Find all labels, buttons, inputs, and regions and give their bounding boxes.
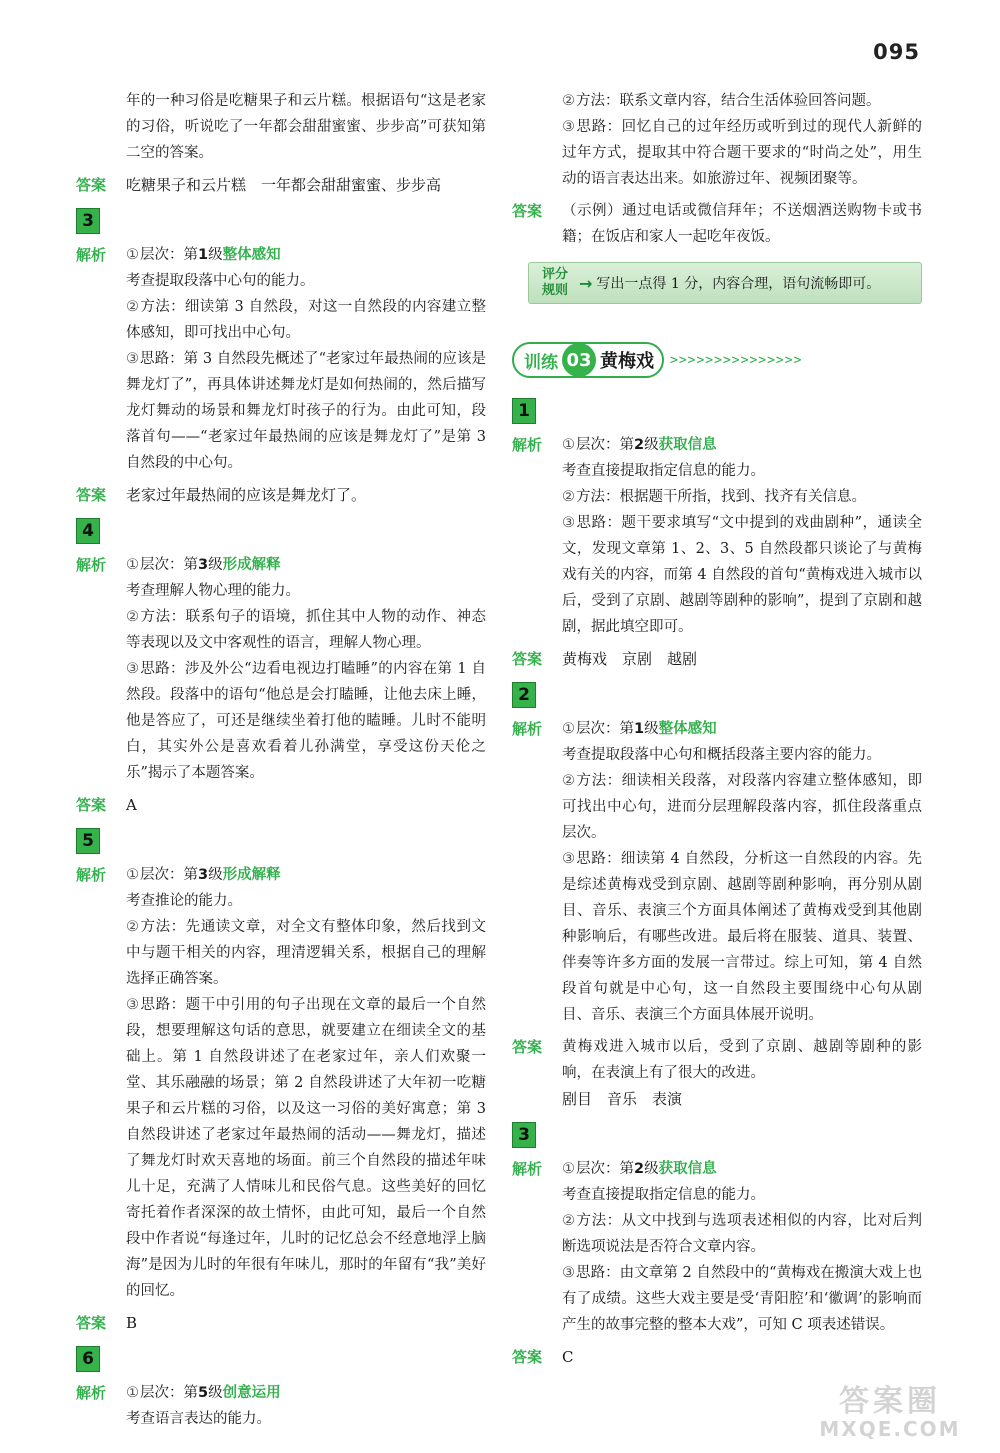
page-number: 095 [873, 40, 920, 64]
answer-tag: 答案 [76, 796, 107, 814]
ability-line: 考查推论的能力。 [126, 893, 242, 909]
analysis-tag: 解析 [76, 866, 107, 884]
answer-text: 黄梅戏进入城市以后，受到了京剧、越剧等剧种的影响，在表演上有了很大的改进。 [562, 1039, 922, 1081]
answer-tag: 答案 [512, 202, 543, 220]
idea-line: ③思路：第 3 自然段先概述了“老家过年最热闹的应该是舞龙灯了”，再具体讲述舞龙灯是如何热闹的，然后描写龙灯舞动的场景和舞龙灯时孩子的行为。由此可知，段落首句——“老家过年最热闹的应该是舞龙灯了”是第 3 自然段的中心句。 [126, 351, 486, 471]
question-number-3: 3 [76, 208, 100, 234]
method-line: ②方法：从文中找到与选项表述相似的内容，比对后判断选项说法是否符合文章内容。 [562, 1213, 923, 1255]
idea-line: ③思路：回忆自己的过年经历或听到过的现代人新鲜的过年方式，提取其中符合题干要求的“时尚之处”，用生动的语言表达出来。如旅游过年、视频团聚等。 [562, 119, 923, 187]
ability-line: 考查直接提取指定信息的能力。 [562, 1187, 765, 1203]
question-number-4: 4 [76, 518, 100, 544]
analysis-row-t1 [512, 432, 922, 640]
analysis-row-t3 [512, 1156, 922, 1338]
training-number: 03 [562, 343, 596, 377]
answer-row-q6 [512, 198, 922, 250]
answer-tag: 答案 [76, 486, 107, 504]
analysis-tag: 解析 [512, 1160, 543, 1178]
answer-text: 黄梅戏 京剧 越剧 [562, 650, 698, 668]
answer-text: 吃糖果子和云片糕 一年都会甜甜蜜蜜、步步高 [126, 176, 442, 194]
method-line: ②方法：细读第 3 自然段，对这一自然段的内容建立整体感知，即可找出中心句。 [126, 299, 486, 341]
analysis-row-q3 [76, 242, 486, 476]
analysis-tag: 解析 [76, 1384, 107, 1402]
answer-text: C [562, 1348, 574, 1366]
question-number-6: 6 [76, 1346, 100, 1372]
level-line: ①层次：第2级获取信息 [562, 1161, 717, 1177]
level-line: ①层次：第5级创意运用 [126, 1385, 281, 1401]
ability-line: 考查理解人物心理的能力。 [126, 583, 300, 599]
answer-tag: 答案 [76, 176, 107, 194]
method-line: ②方法：细读相关段落，对段落内容建立整体感知，即可找出中心句，进而分层理解段落内容，抓住段落重点层次。 [562, 773, 923, 841]
answer-row-q5 [76, 1310, 486, 1336]
analysis-tag: 解析 [76, 556, 107, 574]
analysis-tag: 解析 [512, 436, 543, 454]
intro-continuation [76, 88, 486, 166]
training-badge [512, 342, 664, 378]
answer-text: A [126, 796, 137, 814]
method-line: ②方法：根据题干所指，找到、找齐有关信息。 [562, 489, 866, 505]
analysis-row-q4 [76, 552, 486, 786]
intro-text: 年的一种习俗是吃糖果子和云片糕。根据语句“这是老家的习俗，听说吃了一年都会甜甜蜜蜜、步步高”可获知第二空的答案。 [126, 93, 486, 161]
idea-line: ③思路：题干中引用的句子出现在文章的最后一个自然段，想要理解这句话的意思，就要建立在细读全文的基础上。第 1 自然段讲述了在老家过年，亲人们欢聚一堂、其乐融融的场景；第 2 自然段讲述了大年初一吃糖果子和云片糕的习俗，以及这一习俗的美好寓意；第 3 自然段讲述了老家过年最热闹的活动——舞龙灯，描述了舞龙灯时欢天喜地的场面。前三个自然段的描述年味儿十足，充满了人情味儿和民俗气息。这些美好的回忆寄托着作者深深的故土情怀，由此可知，最后一个自然段中作者说“每逢过年，儿时的记忆总会不经意地浮上脑海”是因为儿时的年很有年味儿，那时的年留有“我”美好的回忆。 [126, 997, 487, 1299]
analysis-tag: 解析 [512, 720, 543, 738]
answer-row-t3 [512, 1344, 922, 1370]
analysis-tag: 解析 [76, 246, 107, 264]
ability-line: 考查提取段落中心句的能力。 [126, 273, 315, 289]
level-line: ①层次：第1级整体感知 [126, 247, 281, 263]
training-section-header [512, 338, 922, 382]
answer-tag: 答案 [512, 1348, 543, 1366]
answer-text: （示例）通过电话或微信拜年；不送烟酒送购物卡或书籍；在饭店和家人一起吃年夜饭。 [562, 203, 922, 245]
site-watermark: 答案圈 MXQE.COM [819, 1384, 961, 1441]
ability-line: 考查语言表达的能力。 [126, 1411, 271, 1427]
answer-row-q3 [76, 482, 486, 508]
answer-row-t2 [512, 1034, 922, 1112]
left-column [76, 88, 486, 1438]
question-number-5: 5 [76, 828, 100, 854]
answer-text: B [126, 1314, 138, 1332]
arrow-right-icon: → [579, 273, 593, 293]
intro-answer-row [76, 172, 486, 198]
level-name: 整体感知 [222, 247, 281, 263]
answer-tag: 答案 [512, 1038, 543, 1056]
scoring-rule-box [528, 262, 922, 304]
question-number-1: 1 [512, 398, 536, 424]
answer-tag: 答案 [512, 650, 543, 668]
training-label: 训练 [524, 352, 558, 373]
idea-line: ③思路：由文章第 2 自然段中的“黄梅戏在搬演大戏上也有了成绩。这些大戏主要是受‘青阳腔’和‘徽调’的影响而产生的故事完整的整本大戏”，可知 C 项表述错误。 [562, 1265, 922, 1333]
ability-line: 考查提取段落中心句和概括段落主要内容的能力。 [562, 747, 881, 763]
level-prefix: 层次：第 [140, 247, 198, 263]
analysis-row-q5 [76, 862, 486, 1304]
level-line: ①层次：第1级整体感知 [562, 721, 717, 737]
question-number-2: 2 [512, 682, 536, 708]
scoring-rule-text: 写出一点得 1 分，内容合理，语句流畅即可。 [596, 276, 881, 292]
level-line: ①层次：第2级获取信息 [562, 437, 717, 453]
level-line: ①层次：第3级形成解释 [126, 867, 281, 883]
idea-line: ③思路：涉及外公“边看电视边打瞌睡”的内容在第 1 自然段。段落中的语句“他总是会打瞌睡，让他去床上睡，他是答应了，可还是继续坐着打他的瞌睡。儿时不能明白，其实外公是喜欢看着儿孙满堂，享受这份天伦之乐”揭示了本题答案。 [126, 661, 486, 781]
answer-text-2: 剧目 音乐 表演 [562, 1090, 683, 1108]
q6-continuation [512, 88, 922, 192]
answer-tag: 答案 [76, 1314, 107, 1332]
answer-row-t1 [512, 646, 922, 672]
analysis-row-t2 [512, 716, 922, 1028]
scoring-rule-tag: 评分 规则 [541, 267, 568, 298]
chevron-arrows-icon: >>>>>>>>>>>>>>> [670, 352, 803, 368]
idea-line: ③思路：题干要求填写“文中提到的戏曲剧种”，通读全文，发现文章第 1、2、3、5 自然段都只谈论了与黄梅戏有关的内容，而第 4 自然段的首句“黄梅戏进入城市以后，受到了京剧、越剧等剧种的影响”，提到了京剧和越剧，据此填空即可。 [562, 515, 923, 635]
right-column [512, 88, 922, 1376]
method-line: ②方法：联系文章内容，结合生活体验回答问题。 [562, 93, 881, 109]
method-line: ②方法：先通读文章，对全文有整体印象，然后找到文中与题干相关的内容，理清逻辑关系，根据自己的理解选择正确答案。 [126, 919, 487, 987]
question-number-3-training: 3 [512, 1122, 536, 1148]
training-title: 黄梅戏 [600, 351, 654, 372]
idea-line: ③思路：细读第 4 自然段，分析这一自然段的内容。先是综述黄梅戏受到京剧、越剧等剧种影响，再分别从剧目、音乐、表演三个方面具体阐述了黄梅戏受到其他剧种影响后，有哪些改进。最后将在服装、道具、装置、伴奏等许多方面的发展一言带过。综上可知，第 4 自然段首句就是中心句，这一自然段主要围绕中心句从剧目、音乐、表演三个方面具体展开说明。 [562, 851, 922, 1023]
analysis-row-q6 [76, 1380, 486, 1432]
ability-line: 考查直接提取指定信息的能力。 [562, 463, 765, 479]
answer-text: 老家过年最热闹的应该是舞龙灯了。 [126, 486, 367, 504]
level-line: ①层次：第3级形成解释 [126, 557, 281, 573]
method-line: ②方法：联系句子的语境，抓住其中人物的动作、神态等表现以及文中客观性的语言，理解人物心理。 [126, 609, 487, 651]
answer-row-q4 [76, 792, 486, 818]
